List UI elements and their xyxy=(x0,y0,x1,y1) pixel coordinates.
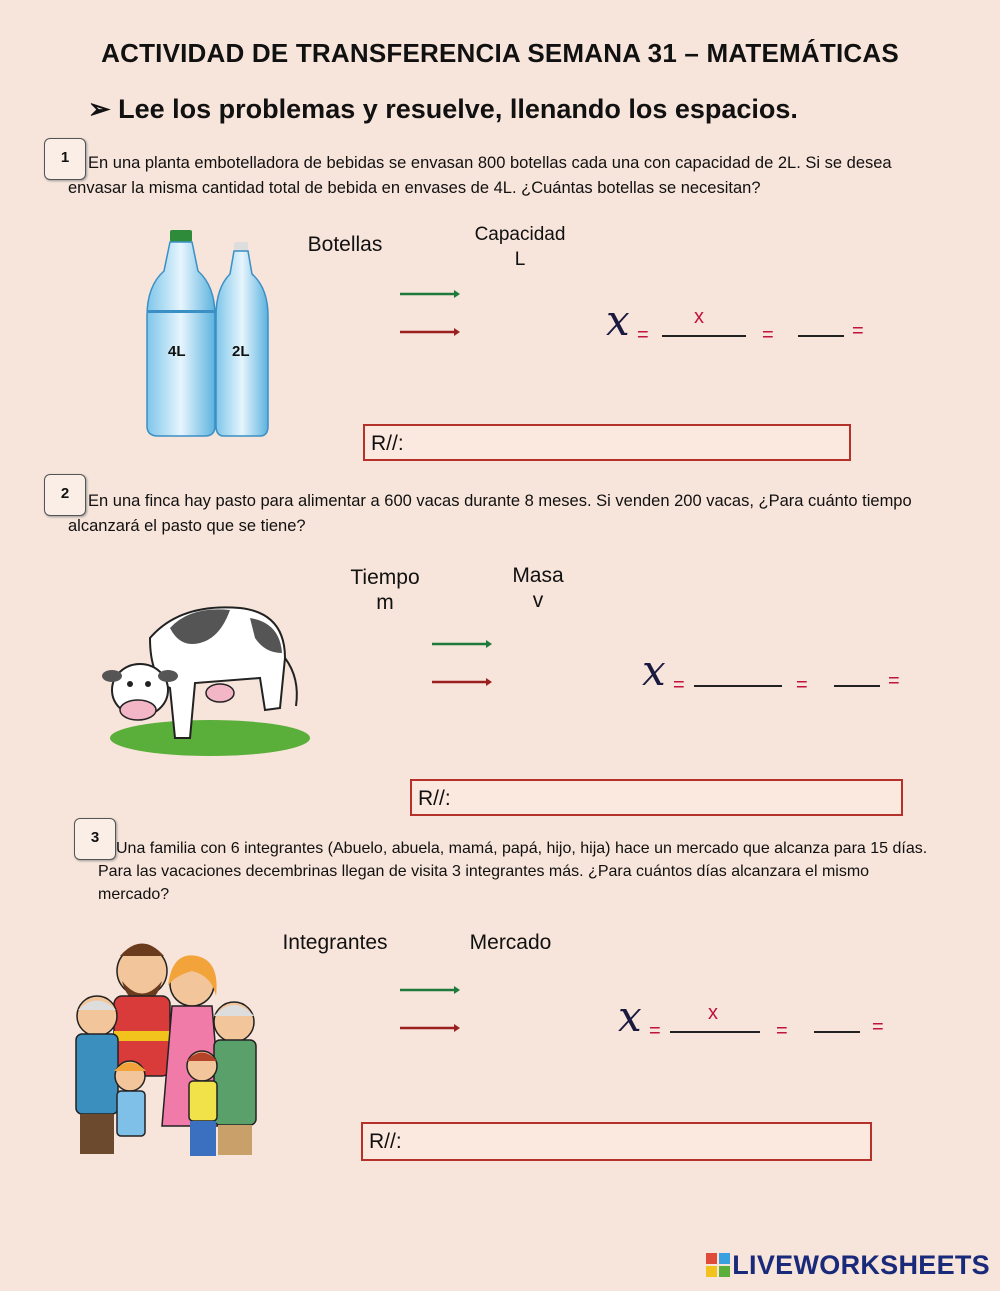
problem-1-answer-field[interactable] xyxy=(363,424,851,461)
problem-1-formula: x = x = = xyxy=(606,296,864,346)
problem-3-formula: x = x = = xyxy=(618,992,884,1042)
problem-3-text-line2: Para las vacaciones decembrinas llegan de visita 3 integrantes más. ¿Para cuántos días alcanzara el mismo xyxy=(98,863,870,880)
problem-3-col2-header: Mercado xyxy=(469,931,552,954)
problem-1-col2-header: Capacidad L xyxy=(474,224,566,270)
problem-2-number: 2 xyxy=(44,474,86,516)
problem-2-answer-label: R//: xyxy=(418,787,451,810)
liveworksheets-icon xyxy=(706,1253,730,1277)
problem-1-text-line2: envasar la misma cantidad total de bebida en envases de 4L. ¿Cuántas botellas se necesitan? xyxy=(68,179,761,197)
problem-3-text-line1: Una familia con 6 integrantes (Abuelo, abuela, mamá, papá, hijo, hija) hace un mercado que alcanza para 15 días. xyxy=(116,840,928,857)
problem-2-col2-header: Masa v xyxy=(512,564,564,612)
problem-1-arrows xyxy=(398,287,462,339)
bottles-illustration xyxy=(140,226,275,441)
liveworksheets-logo: LIVEWORKSHEETS xyxy=(706,1250,990,1281)
problem-1-answer-label: R//: xyxy=(371,432,404,455)
problem-2-text-line1: En una finca hay pasto para alimentar a 600 vacas durante 8 meses. Si venden 200 vacas, ¿Para cuánto tiempo xyxy=(88,492,912,510)
problem-2-arrows xyxy=(430,637,494,689)
instruction xyxy=(88,94,798,125)
problem-1-text-line1: En una planta embotelladora de bebidas se envasan 800 botellas cada una con capacidad de 2L. Si se desea xyxy=(88,154,892,172)
problem-3-text-line3: mercado? xyxy=(98,886,170,903)
instruction-text: Lee los problemas y resuelve, llenando los espacios. xyxy=(118,94,798,124)
problem-2-formula: x = = = xyxy=(642,646,900,696)
problem-3-answer-label: R//: xyxy=(369,1130,402,1153)
problem-3-answer-field[interactable] xyxy=(361,1122,872,1161)
problem-2-answer-field[interactable] xyxy=(410,779,903,816)
problem-3-number: 3 xyxy=(74,818,116,860)
instruction-marker: ➢ xyxy=(88,94,111,124)
bottle-4l-label: 4L xyxy=(168,343,186,360)
problem-3-arrows xyxy=(398,983,462,1035)
page-title: ACTIVIDAD DE TRANSFERENCIA SEMANA 31 – MATEMÁTICAS xyxy=(101,38,899,68)
cow-illustration xyxy=(100,598,310,763)
problem-3-col1-header: Integrantes xyxy=(282,931,388,954)
problem-1-number: 1 xyxy=(44,138,86,180)
bottle-2l-label: 2L xyxy=(232,343,250,360)
problem-2-text-line2: alcanzará el pasto que se tiene? xyxy=(68,517,306,535)
family-illustration xyxy=(62,926,267,1171)
problem-1-col1-header: Botellas xyxy=(307,233,383,256)
problem-2-col1-header: Tiempo m xyxy=(350,566,420,614)
